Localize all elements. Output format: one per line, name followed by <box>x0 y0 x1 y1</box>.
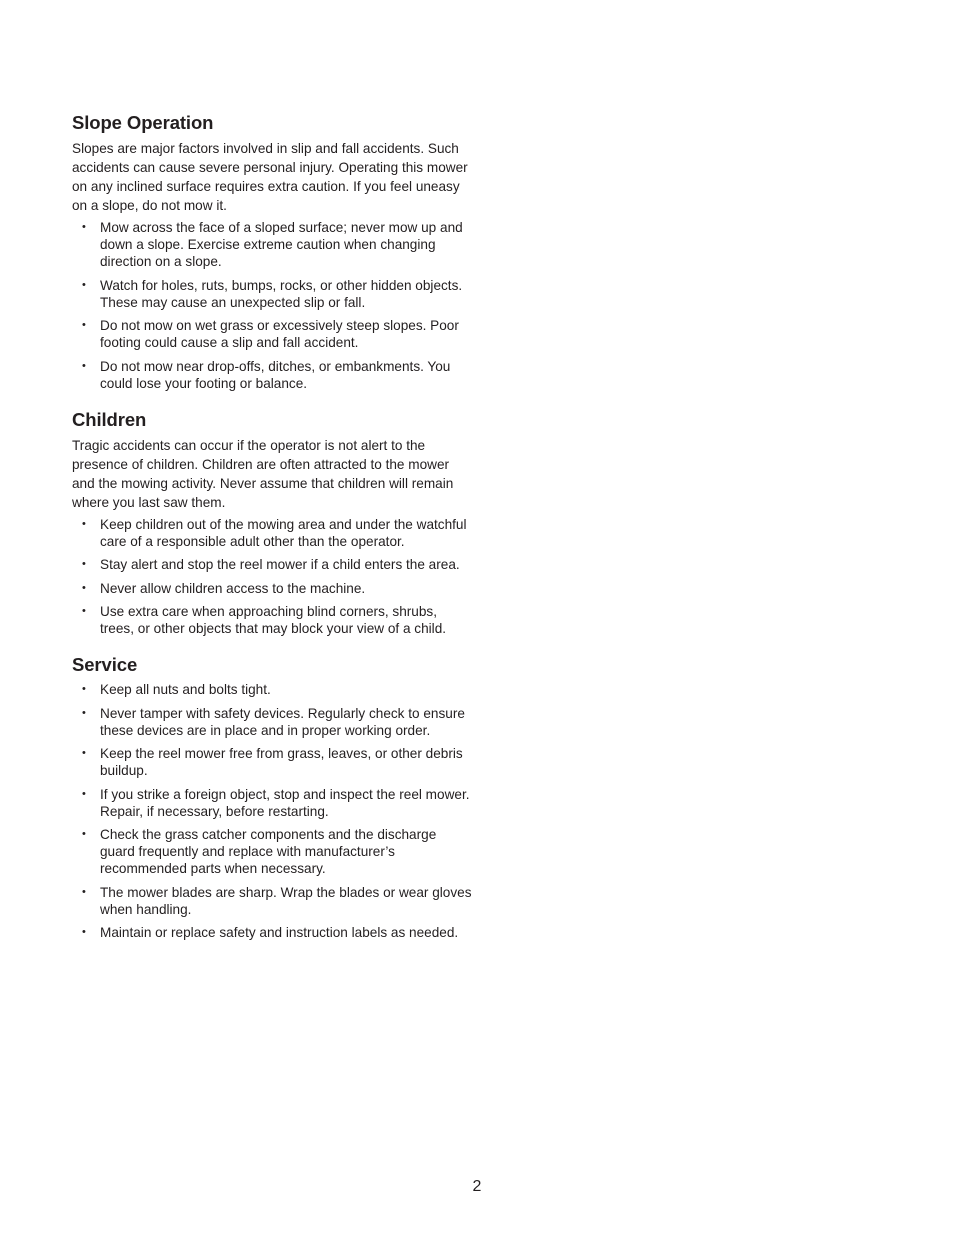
bullet-icon: • <box>82 828 86 840</box>
bullet-icon: • <box>82 517 86 530</box>
list-item: • Do not mow on wet grass or excessively steep slopes. Poor footing could cause a slip and fall accident. <box>82 318 459 350</box>
list-item: • Watch for holes, ruts, bumps, rocks, or other hidden objects. These may cause an unexpected slip or fall. <box>82 277 463 310</box>
bullet-icon: • <box>82 278 86 291</box>
bullet-icon: • <box>82 926 86 938</box>
bullet-icon: • <box>82 885 86 898</box>
page-number: 2 <box>472 1178 482 1195</box>
list-item: • Use extra care when approaching blind corners, shrubs, trees, or other objects that may block your view of a child. <box>82 604 447 636</box>
section-intro: Slopes are major factors involved in slip and fall accidents. Such accidents can cause severe personal injury. Operating this mower on any inclined surface requires extra caution. If you feel uneasy on a slope, do not mow it. <box>72 141 468 213</box>
list-item: • Never tamper with safety devices. Regularly check to ensure these devices are in place and in proper working order. <box>82 705 465 738</box>
section-intro: Tragic accidents can occur if the operator is not alert to the presence of children. Children are often attracted to the mower and the mowing activity. Never assume that children will remain where you last saw them. <box>72 437 454 510</box>
section-children <box>72 409 472 638</box>
bullet-icon: • <box>82 221 86 233</box>
list-item: • Mow across the face of a sloped surface; never mow up and down a slope. Exercise extreme caution when changing direction on a slope. <box>82 220 463 269</box>
section-slope-operation <box>72 112 472 392</box>
list-item: • Maintain or replace safety and instruction labels as needed. <box>82 925 459 940</box>
list-item: • Never allow children access to the machine. <box>82 580 366 596</box>
section-title: Service <box>72 654 138 675</box>
list-item: • Check the grass catcher components and the discharge guard frequently and replace with manufacturer’s recommended parts when necessary. <box>82 827 437 876</box>
bullet-icon: • <box>82 359 86 372</box>
section-title: Children <box>72 408 147 430</box>
list-item: • Do not mow near drop-offs, ditches, or embankments. You could lose your footing or balance. <box>82 358 451 391</box>
section-service <box>72 654 472 941</box>
bullet-icon: • <box>82 683 86 695</box>
bullet-list <box>72 681 472 941</box>
bullet-list <box>72 516 472 638</box>
bullet-list <box>72 219 472 392</box>
bullet-icon: • <box>82 558 86 570</box>
list-item: • If you strike a foreign object, stop and inspect the reel mower. Repair, if necessary, before restarting. <box>82 786 470 819</box>
bullet-icon: • <box>82 319 86 331</box>
list-item: • The mower blades are sharp. Wrap the blades or wear gloves when handling. <box>82 884 472 917</box>
section-title: Slope Operation <box>72 112 214 133</box>
list-item: • Stay alert and stop the reel mower if a child enters the area. <box>82 557 460 572</box>
bullet-icon: • <box>82 581 86 594</box>
bullet-icon: • <box>82 747 86 759</box>
list-item: • Keep all nuts and bolts tight. <box>82 682 271 697</box>
bullet-icon: • <box>82 787 86 800</box>
content-column <box>72 112 472 958</box>
list-item: • Keep the reel mower free from grass, leaves, or other debris buildup. <box>82 746 463 778</box>
bullet-icon: • <box>82 605 86 617</box>
list-item: • Keep children out of the mowing area and under the watchful care of a responsible adult other than the operator. <box>82 516 467 549</box>
bullet-icon: • <box>82 706 86 719</box>
